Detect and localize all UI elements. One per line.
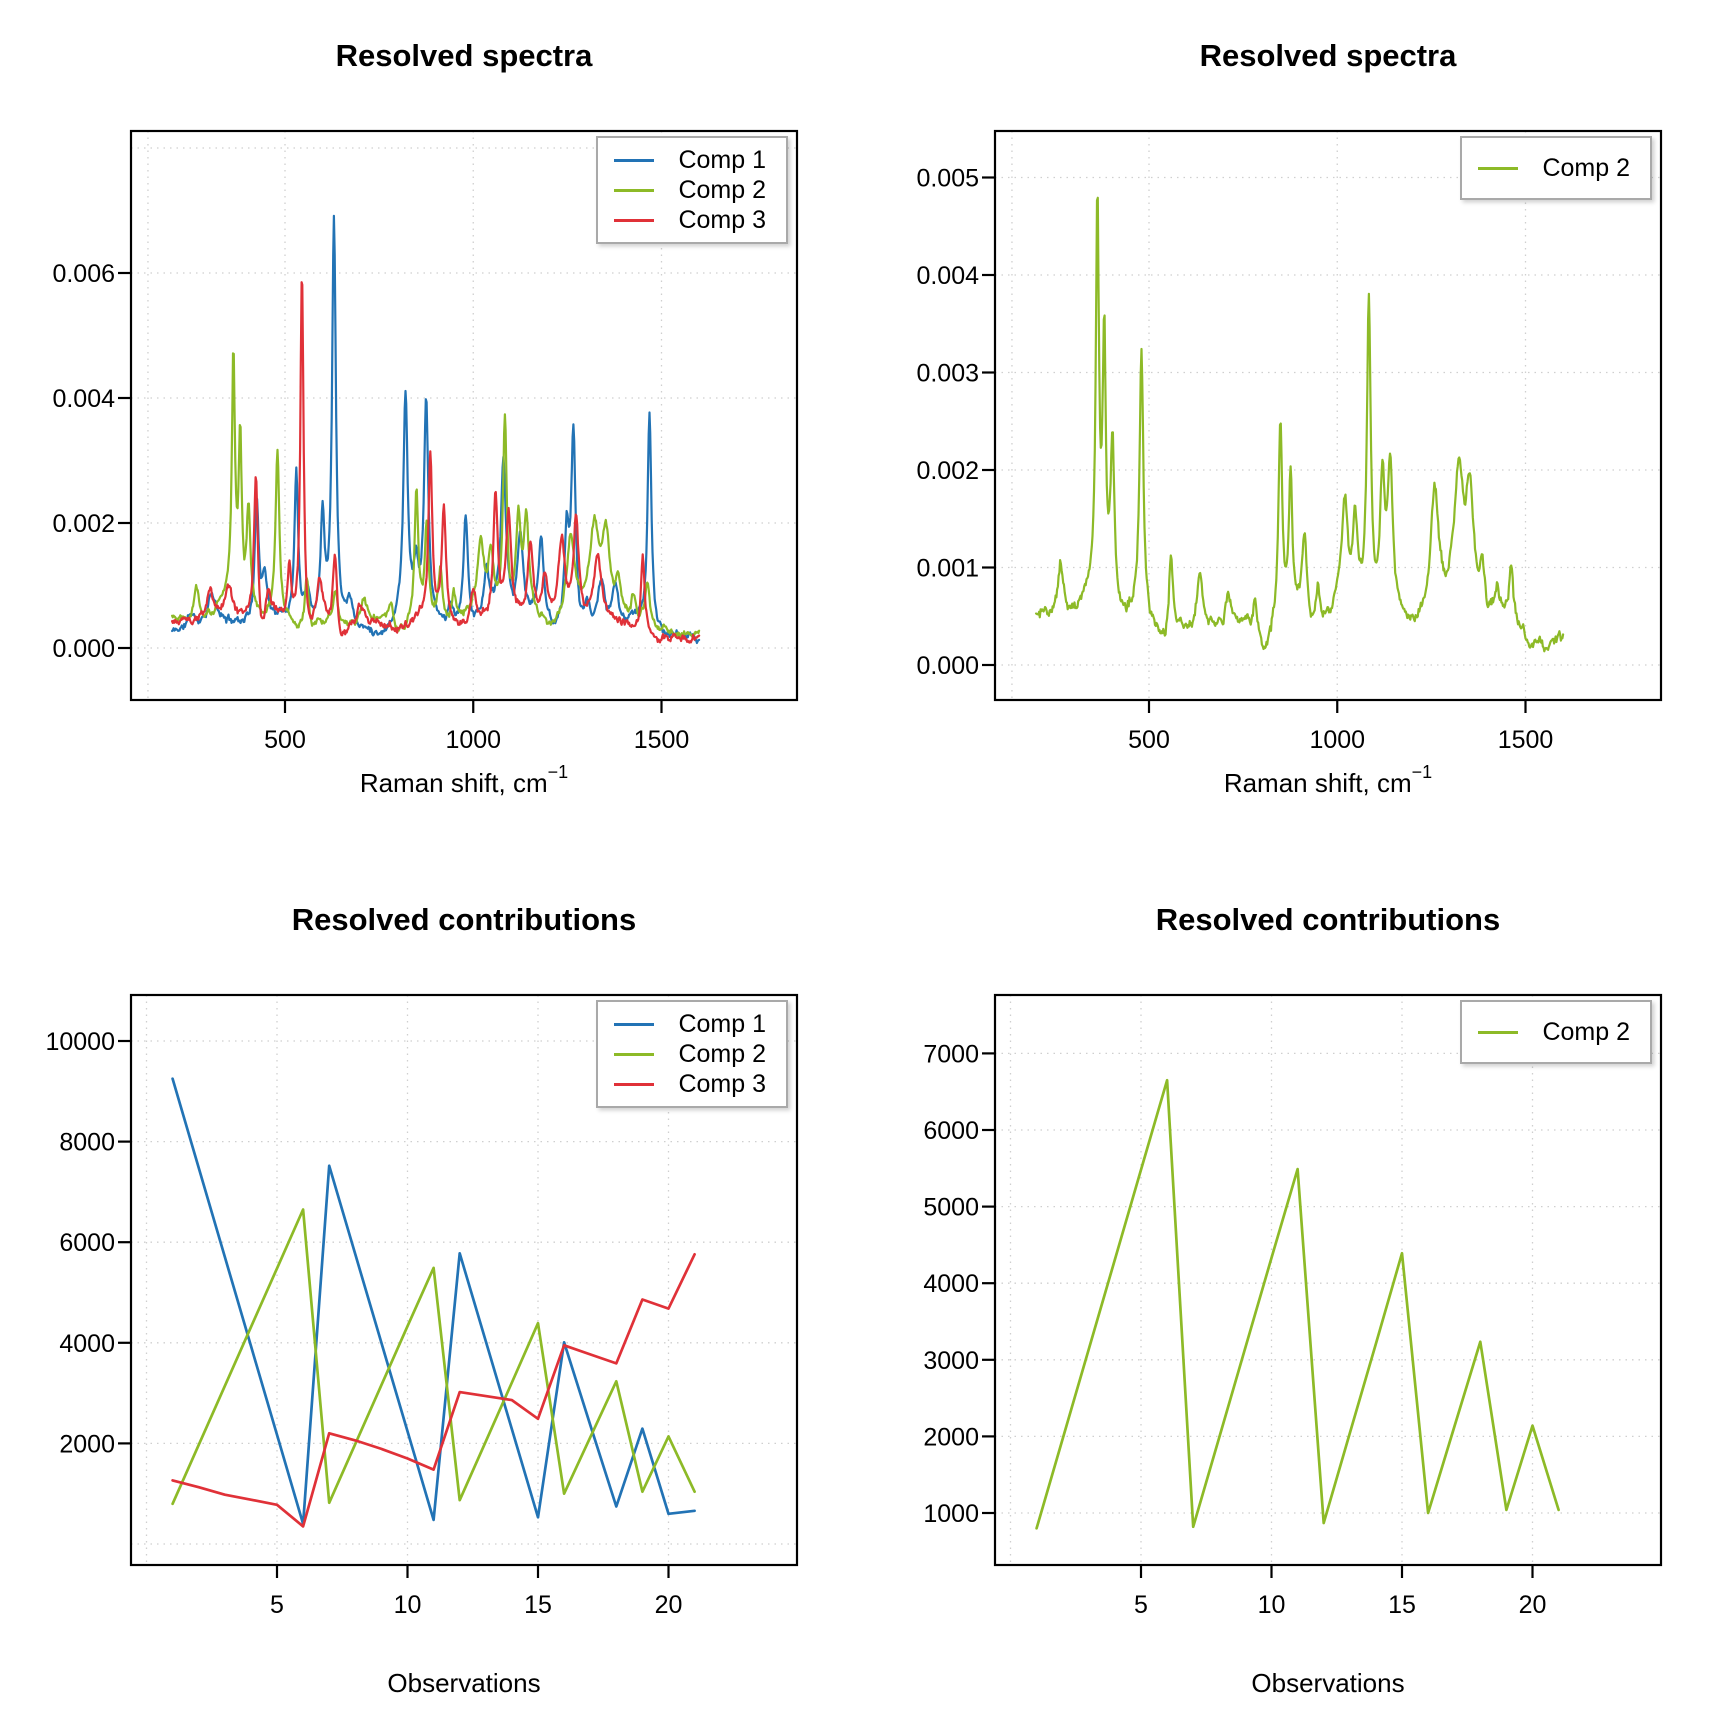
y-tick-label: 0.005: [916, 164, 979, 193]
y-tick-label: 0.003: [916, 359, 979, 388]
y-tick-label: 0.002: [916, 457, 979, 485]
y-tick-label: 4000: [923, 1270, 979, 1299]
y-tick-label: 0.000: [916, 652, 979, 680]
legend-label: Comp 2: [1542, 1017, 1630, 1046]
legend-line-icon: [614, 219, 654, 222]
panel-resolved-contributions-comp2: [864, 864, 1728, 1728]
y-tick-label: 0.004: [916, 262, 979, 290]
chart-title: Resolved contributions: [1155, 902, 1501, 937]
x-tick-label: 20: [1518, 1591, 1547, 1619]
legend-item: [1478, 153, 1630, 183]
legend-line-icon: [614, 1023, 654, 1026]
y-tick-label: 10000: [45, 1028, 115, 1056]
y-tick-label: 4000: [59, 1329, 115, 1358]
legend: [1460, 136, 1652, 200]
x-tick-label: 10: [393, 1591, 422, 1619]
y-tick-label: 0.001: [916, 554, 979, 583]
x-tick-label: 15: [1388, 1591, 1416, 1619]
x-tick-label: 1500: [633, 726, 690, 754]
legend-item: [614, 175, 766, 205]
chart-title: Resolved contributions: [291, 902, 637, 937]
legend-item: [614, 1009, 766, 1039]
y-tick-label: 2000: [59, 1430, 115, 1459]
legend-item: [614, 205, 766, 235]
plot-canvas: [864, 0, 1728, 864]
legend: [1460, 1000, 1652, 1064]
legend-label: Comp 3: [678, 205, 766, 234]
y-tick-label: 8000: [59, 1128, 115, 1157]
panel-resolved-spectra-comp2: [864, 0, 1728, 864]
x-tick-label: 5: [1134, 1591, 1148, 1619]
x-tick-label: 5: [270, 1591, 284, 1619]
legend-line-icon: [614, 1083, 654, 1086]
y-tick-label: 1000: [923, 1500, 979, 1528]
legend-item: [614, 1039, 766, 1069]
legend-item: [614, 145, 766, 175]
comp-2-line: [1037, 1080, 1559, 1528]
comp-1-line: [173, 1079, 695, 1524]
y-tick-label: 0.004: [52, 385, 115, 413]
x-tick-label: 1500: [1497, 726, 1554, 754]
panel-resolved-spectra-all: [0, 0, 864, 864]
x-tick-label: 10: [1257, 1591, 1286, 1619]
y-tick-label: 7000: [923, 1040, 979, 1069]
y-tick-label: 2000: [923, 1423, 979, 1452]
x-tick-label: 15: [524, 1591, 552, 1619]
y-tick-label: 0.006: [52, 260, 115, 288]
x-tick-label: 1000: [1309, 726, 1366, 754]
legend-line-icon: [614, 159, 654, 162]
x-axis-label: Observations: [1251, 1668, 1405, 1698]
legend-label: Comp 2: [678, 175, 766, 204]
legend-item: [1478, 1017, 1630, 1047]
comp-3-line: [173, 1254, 695, 1526]
legend-label: Comp 1: [678, 145, 766, 174]
comp-2-line: [1036, 198, 1563, 652]
legend-line-icon: [614, 1053, 654, 1056]
legend-item: [614, 1069, 766, 1099]
chart-title: Resolved spectra: [335, 38, 593, 73]
panel-resolved-contributions-all: [0, 864, 864, 1728]
legend-label: Comp 2: [1542, 153, 1630, 182]
plot-canvas: [0, 864, 864, 1728]
y-tick-label: 0.002: [52, 510, 115, 538]
comp-2-line: [173, 1210, 695, 1504]
legend-label: Comp 1: [678, 1009, 766, 1038]
x-tick-label: 1000: [445, 726, 502, 754]
legend-label: Comp 3: [678, 1069, 766, 1098]
plot-canvas: [0, 0, 864, 864]
x-axis-label: Raman shift, $cm^{-1}$: [359, 762, 569, 798]
x-axis-label: Observations: [387, 1668, 541, 1698]
plot-frame: [995, 995, 1661, 1565]
x-axis-label: Raman shift, $cm^{-1}$: [1223, 762, 1433, 798]
plot-canvas: [864, 864, 1728, 1728]
y-tick-label: 6000: [923, 1117, 979, 1145]
legend-line-icon: [614, 189, 654, 192]
y-tick-label: 5000: [923, 1193, 979, 1222]
y-tick-label: 3000: [923, 1346, 979, 1375]
y-tick-label: 6000: [59, 1229, 115, 1258]
legend: [596, 1000, 788, 1108]
x-tick-label: 500: [264, 726, 306, 754]
x-tick-label: 500: [1128, 726, 1170, 754]
legend-line-icon: [1478, 167, 1518, 170]
legend-label: Comp 2: [678, 1039, 766, 1068]
y-tick-label: 0.000: [52, 635, 115, 663]
legend-line-icon: [1478, 1031, 1518, 1034]
legend: [596, 136, 788, 244]
x-tick-label: 20: [654, 1591, 683, 1619]
chart-title: Resolved spectra: [1199, 38, 1457, 73]
